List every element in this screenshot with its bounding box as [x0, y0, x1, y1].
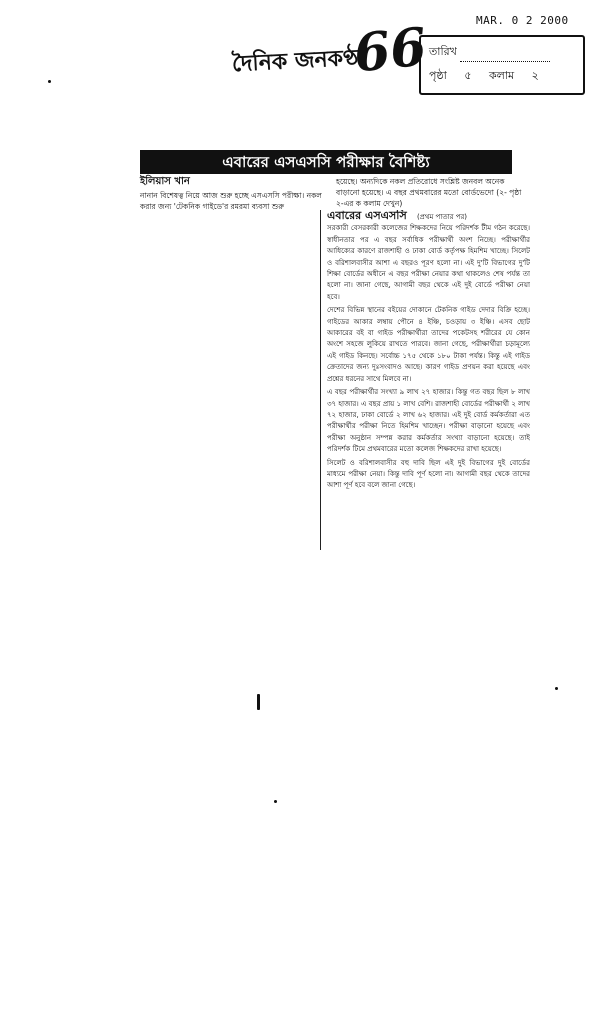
- continued-note: (২- পৃষ্ঠা ২-এর ক কলাম দেখুন): [336, 188, 522, 208]
- article-intro-continued: [336, 176, 526, 209]
- article-intro-right-text: হয়েছে। অন্যদিকে নকল প্রতিরোধে সংশ্লিষ্ট জনবল অনেক বাড়ানো হয়েছে। এ বছর প্রথমবারের মতো বোর্ডভেদো: [336, 177, 505, 197]
- newspaper-name: দৈনিক জনকণ্ঠ: [231, 45, 359, 78]
- newspaper-clipping: [126, 140, 530, 220]
- received-date-stamp: MAR. 0 2 2000: [476, 14, 569, 27]
- scan-speck: [257, 694, 260, 710]
- article-paragraph: দেশের বিভিন্ন স্থানের বইয়ের দোকানে টেকনিক গাইড দেদার বিক্রি হচ্ছে। গাইডের আকার লম্বায় পৌনে ৪ ইঞ্চি, চওড়ায় ৩ ইঞ্চি। এসব ছোট আকারের বই বা গাইড পরীক্ষার্থীরা তাদের পকেটসহ শরীরের যে কোন অংশে সহজে লুকিয়ে রাখতে পারবে। জানা গেছে, পরীক্ষার্থীরা চড়ামূল্যে এই গাইড কিনছে। সর্বোচ্চ ১৭৫ থেকে ১৮০ টাকা পর্যন্ত। কিন্তু এই গাইড ক্রেতাদের জন্য দুঃসংবাদও আছে। কারণ গাইড প্রণয়ন করা হয়েছে এবং প্রশ্নের ধরনের সাথে মিলবে না।: [327, 306, 530, 383]
- article-continuation-column: [320, 210, 530, 550]
- scan-speck: [48, 80, 51, 83]
- stamp-page-row: [429, 67, 539, 86]
- stamp-column-label: কলাম: [488, 69, 515, 82]
- stamp-page-value: ৫: [464, 69, 472, 82]
- section-tag: (প্রথম পাতার পর): [416, 213, 468, 221]
- section-head: এবারের এসএসসি: [327, 210, 407, 222]
- clip-number: 66: [351, 16, 430, 85]
- stamp-date-line: [460, 51, 550, 62]
- stamp-date-label: তারিখ: [429, 45, 457, 58]
- stamp-page-label: পৃষ্ঠা: [429, 69, 447, 82]
- article-paragraph: সিলেট ও বরিশালবাসীর বহু দাবি ছিল এই দুই বিভাগের দুই বোর্ডের মাধ্যমে পরীক্ষা নেয়া। কিন্তু দাবি পূর্ণ হলো না। আগামী বছর থেকে তাদের আশা পূর্ণ হবে বলে জানা গেছে।: [327, 458, 530, 490]
- article-byline: ইলিয়াস খান: [140, 176, 190, 187]
- article-intro: নানান বিশেষত্ব নিয়ে আজ শুরু হচ্ছে এসএসসি পরীক্ষা। নকল করার জন্য 'টেকনিক গাইডে'র রমরমা ব্যবসা শুরু: [140, 191, 322, 211]
- stamp-date-row: [429, 43, 550, 62]
- filing-stamp-box: [419, 35, 585, 95]
- article-paragraph: এ বছর পরীক্ষার্থীর সংখ্যা ৯ লাখ ২৭ হাজার। কিন্তু গত বছর ছিল ৮ লাখ ৩৭ হাজার। এ বছর প্রায় ১ লাখ বেশি। রাজশাহী বোর্ডের পরীক্ষার্থী ২ লাখ ৭২ হাজার, ঢাকা বোর্ডে ২ লাখ ৬২ হাজার। এই দুই বোর্ড কর্মকর্তারা এত পরীক্ষার্থীর পরীক্ষা নিতে হিমশিম খাচ্ছেন। পরীক্ষা বাড়ানো হয়েছে এবং পরীক্ষা অনুষ্ঠান সম্পন্ন করার কর্মকর্তার সংখ্যা বাড়ানো হয়েছে। তাই পরিদর্শক টিমে প্রথমবারের মতো কলেজ শিক্ষকদের রাখা হয়েছে।: [327, 388, 530, 454]
- article-paragraph: সরকারী বেসরকারী কলেজের শিক্ষকদের নিয়ে পরিদর্শক টীম গঠন করেছে। স্বাধীনতার পর এ বছর সর্বাধিক পরীক্ষার্থী অংশ নিচ্ছে। পরীক্ষার্থীর আধিক্যের কারণে রাজশাহী ও ঢাকা বোর্ড কর্তৃপক্ষ হিমশিম খাচ্ছে। সিলেট ও বরিশালবাসীর আশা এ বছরও পূরণ হলো না। এই দু'টি বিভাগের দু'টি শিক্ষা বোর্ডের অধীনে এ বছর পরীক্ষা নেয়ার কথা থাকলেও শেষ পর্যন্ত তা হলো না। জানা গেছে, আগামী বছর থেকে এই দুই বোর্ডে পরীক্ষা নেয়া হবে।: [327, 224, 530, 301]
- stamp-column-value: ২: [531, 69, 539, 82]
- article-headline: এবারের এসএসসি পরীক্ষার বৈশিষ্ট্য: [140, 150, 512, 174]
- scan-speck: [555, 687, 558, 690]
- scan-speck: [274, 800, 277, 803]
